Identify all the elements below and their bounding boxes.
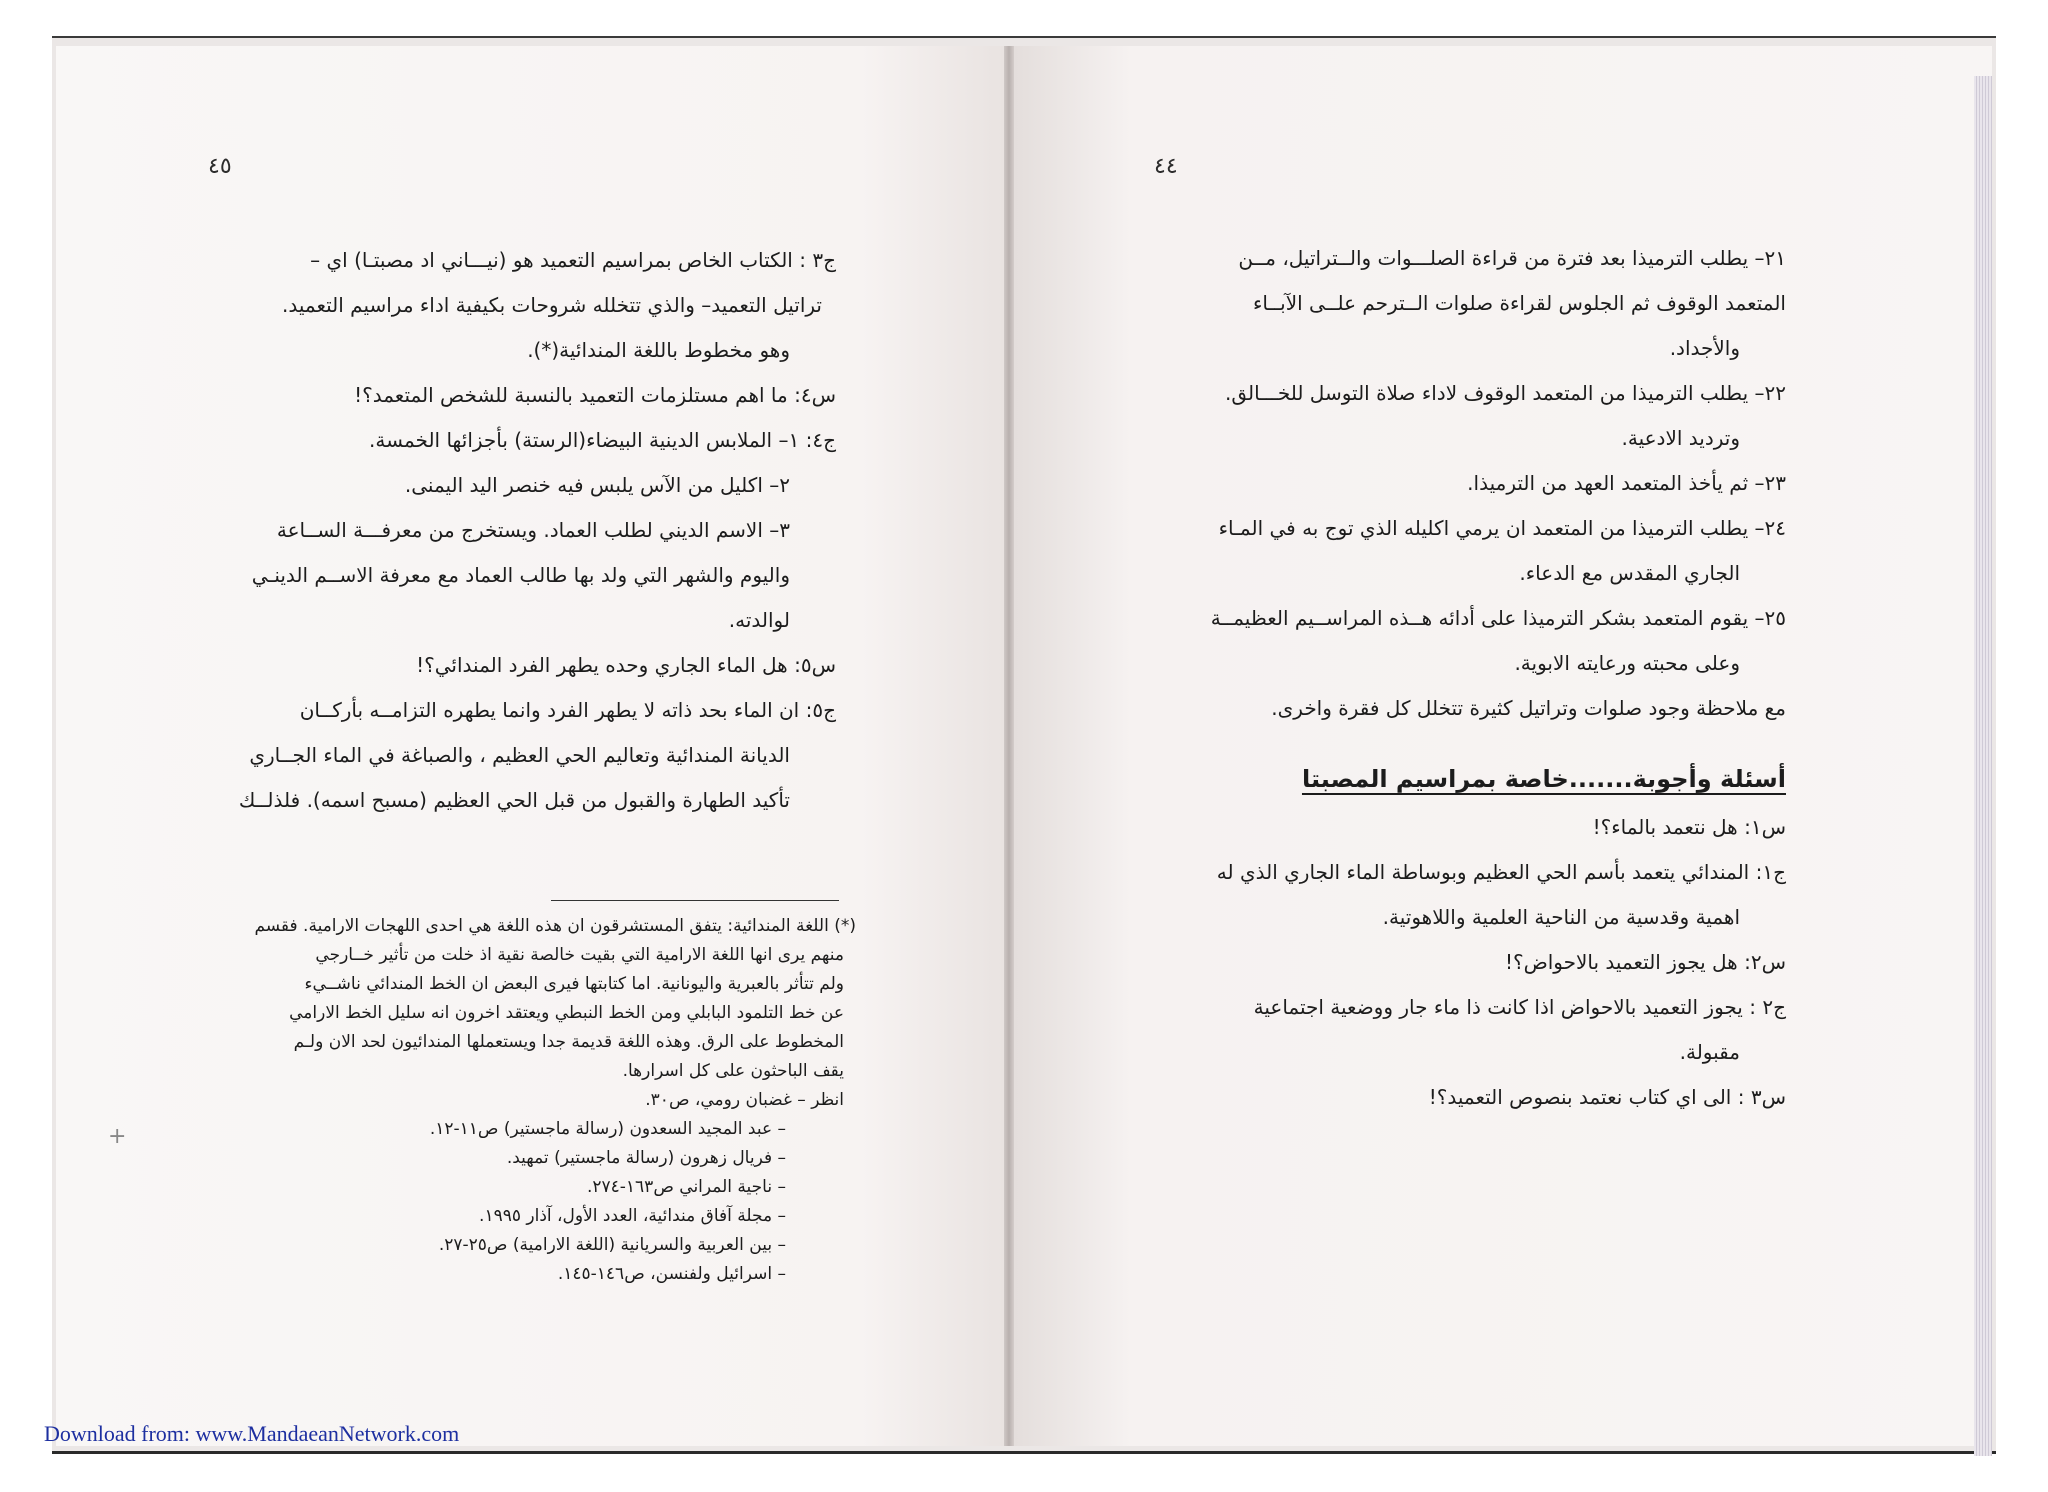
left-page-body	[196, 238, 836, 823]
text-line: الجاري المقدس مع الدعاء.	[1519, 561, 1740, 585]
text-line: ٢٤– يطلب الترميذا من المتعمد ان يرمي اكليله الذي توج به في المـاء	[1218, 516, 1786, 540]
footnote-line: – عبد المجيد السعدون (رسالة ماجستير) ص١١-١٢.	[429, 1119, 786, 1139]
footnote-line: – مجلة آفاق مندائية، العدد الأول، آذار ١٩٩٥.	[479, 1206, 786, 1226]
footnote-line: – ناجية المراني ص١٦٣-٢٧٤.	[586, 1177, 786, 1197]
text-line: س٣ : الى اي كتاب نعتمد بنصوص التعميد؟!	[1428, 1085, 1786, 1109]
text-line: س٥: هل الماء الجاري وحده يطهر الفرد المندائي؟!	[416, 653, 836, 677]
text-line: مقبولة.	[1679, 1040, 1740, 1064]
text-line: س١: هل نتعمد بالماء؟!	[1592, 815, 1786, 839]
footnote-line: (*) اللغة المندائية: يتفق المستشرقون ان هذه اللغة هي احدى اللهجات الارامية. فقسم	[254, 916, 856, 936]
download-watermark[interactable]: Download from: www.MandaeanNetwork.com	[44, 1421, 460, 1446]
footnote-line: ولم تتأثر بالعبرية واليونانية. اما كتابتها فيرى البعض ان الخط المندائي ناشــيء	[304, 974, 844, 994]
text-line: س٢: هل يجوز التعميد بالاحواض؟!	[1504, 950, 1786, 974]
footnote-line: يقف الباحثون على كل اسرارها.	[622, 1061, 844, 1081]
text-line: ج٤: ١– الملابس الدينية البيضاء(الرستة) بأجزائها الخمسة.	[369, 428, 836, 452]
text-line: وعلى محبته ورعايته الابوية.	[1514, 651, 1740, 675]
text-line: وهو مخطوط باللغة المندائية(*).	[527, 338, 790, 362]
text-line: وترديد الادعية.	[1621, 426, 1740, 450]
footnote-line: – اسرائيل ولفنسن، ص١٤٦-١٤٥.	[557, 1264, 786, 1284]
text-line: مع ملاحظة وجود صلوات وتراتيل كثيرة تتخلل كل فقرة واخرى.	[1271, 696, 1786, 720]
footnote-line: انظر – غضبان رومي، ص٣٠.	[645, 1090, 844, 1110]
footnote-line: المخطوط على الرق. وهذه اللغة قديمة جدا ويستعملها المندائيون لحد الان ولـم	[293, 1032, 844, 1052]
right-page-number: ٤٤	[1154, 154, 1178, 179]
text-line: والأجداد.	[1669, 336, 1740, 360]
footnote-line: منهم يرى انها اللغة الارامية التي بقيت خالصة نقية اذ خلت من تأثير خــارجي	[315, 945, 844, 965]
section-heading: أسئلة وأجوبة.......خاصة بمراسيم المصبتا	[1301, 765, 1786, 793]
text-line: س٤: ما اهم مستلزمات التعميد بالنسبة للشخص المتعمد؟!	[354, 383, 836, 407]
left-page-number: ٤٥	[208, 154, 232, 179]
text-line: ج٥: ان الماء بحد ذاته لا يطهر الفرد وانما يطهره التزامــه بأركــان	[299, 698, 836, 722]
right-page	[1014, 46, 1992, 1446]
left-page	[56, 46, 1004, 1446]
text-line: الديانة المندائية وتعاليم الحي العظيم ، والصباغة في الماء الجــاري	[249, 743, 790, 767]
text-line: ٣– الاسم الديني لطلب العماد. ويستخرج من معرفـــة الســاعة	[276, 518, 790, 542]
footnote-divider	[551, 900, 839, 901]
text-line: اهمية وقدسية من الناحية العلمية واللاهوتية.	[1382, 905, 1740, 929]
footnote-line: – بين العربية والسريانية (اللغة الارامية) ص٢٥-٢٧.	[438, 1235, 786, 1255]
text-line: ٢٢– يطلب الترميذا من المتعمد الوقوف لاداء صلاة التوسل للخـــالق.	[1225, 381, 1786, 405]
text-line: تأكيد الطهارة والقبول من قبل الحي العظيم (مسبح اسمه). فلذلــك	[238, 788, 790, 812]
text-line: ٢١– يطلب الترميذا بعد فترة من قراءة الصلـــوات والــتراتيل، مــن	[1238, 246, 1786, 270]
book-spread	[52, 38, 1996, 1454]
text-line: ٢٣– ثم يأخذ المتعمد العهد من الترميذا.	[1467, 471, 1786, 495]
book-gutter	[1004, 46, 1014, 1446]
text-line: واليوم والشهر التي ولد بها طالب العماد مع معرفة الاســم الدينـي	[251, 563, 790, 587]
page-edges	[1974, 76, 1992, 1456]
text-line: ج١: المندائي يتعمد بأسم الحي العظيم وبوساطة الماء الجاري الذي له	[1216, 860, 1786, 884]
text-line: ٢٥– يقوم المتعمد بشكر الترميذا على أدائه هــذه المراســيم العظيمــة	[1210, 606, 1786, 630]
text-line: المتعمد الوقوف ثم الجلوس لقراءة صلوات الــترحم علــى الآبــاء	[1252, 291, 1786, 315]
right-page-body	[1146, 236, 1786, 1120]
text-line: ٢– اكليل من الآس يلبس فيه خنصر اليد اليمنى.	[404, 473, 790, 497]
text-line: تراتيل التعميد– والذي تتخلله شروحات بكيفية اداء مراسيم التعميد.	[281, 293, 822, 317]
footnote-line: عن خط التلمود البابلي ومن الخط النبطي ويعتقد اخرون انه سليل الخط الارامي	[289, 1003, 844, 1023]
footnote-line: – فريال زهرون (رسالة ماجستير) تمهيد.	[506, 1148, 786, 1168]
registration-mark: +	[108, 1124, 127, 1149]
text-line: ج٣ : الكتاب الخاص بمراسيم التعميد هو (نيـــاني اد مصبتـا) اي –	[310, 248, 836, 272]
text-line: ج٢ : يجوز التعميد بالاحواض اذا كانت ذا ماء جار ووضعية اجتماعية	[1253, 995, 1786, 1019]
footnote	[206, 912, 856, 1289]
text-line: لوالدته.	[728, 608, 790, 632]
